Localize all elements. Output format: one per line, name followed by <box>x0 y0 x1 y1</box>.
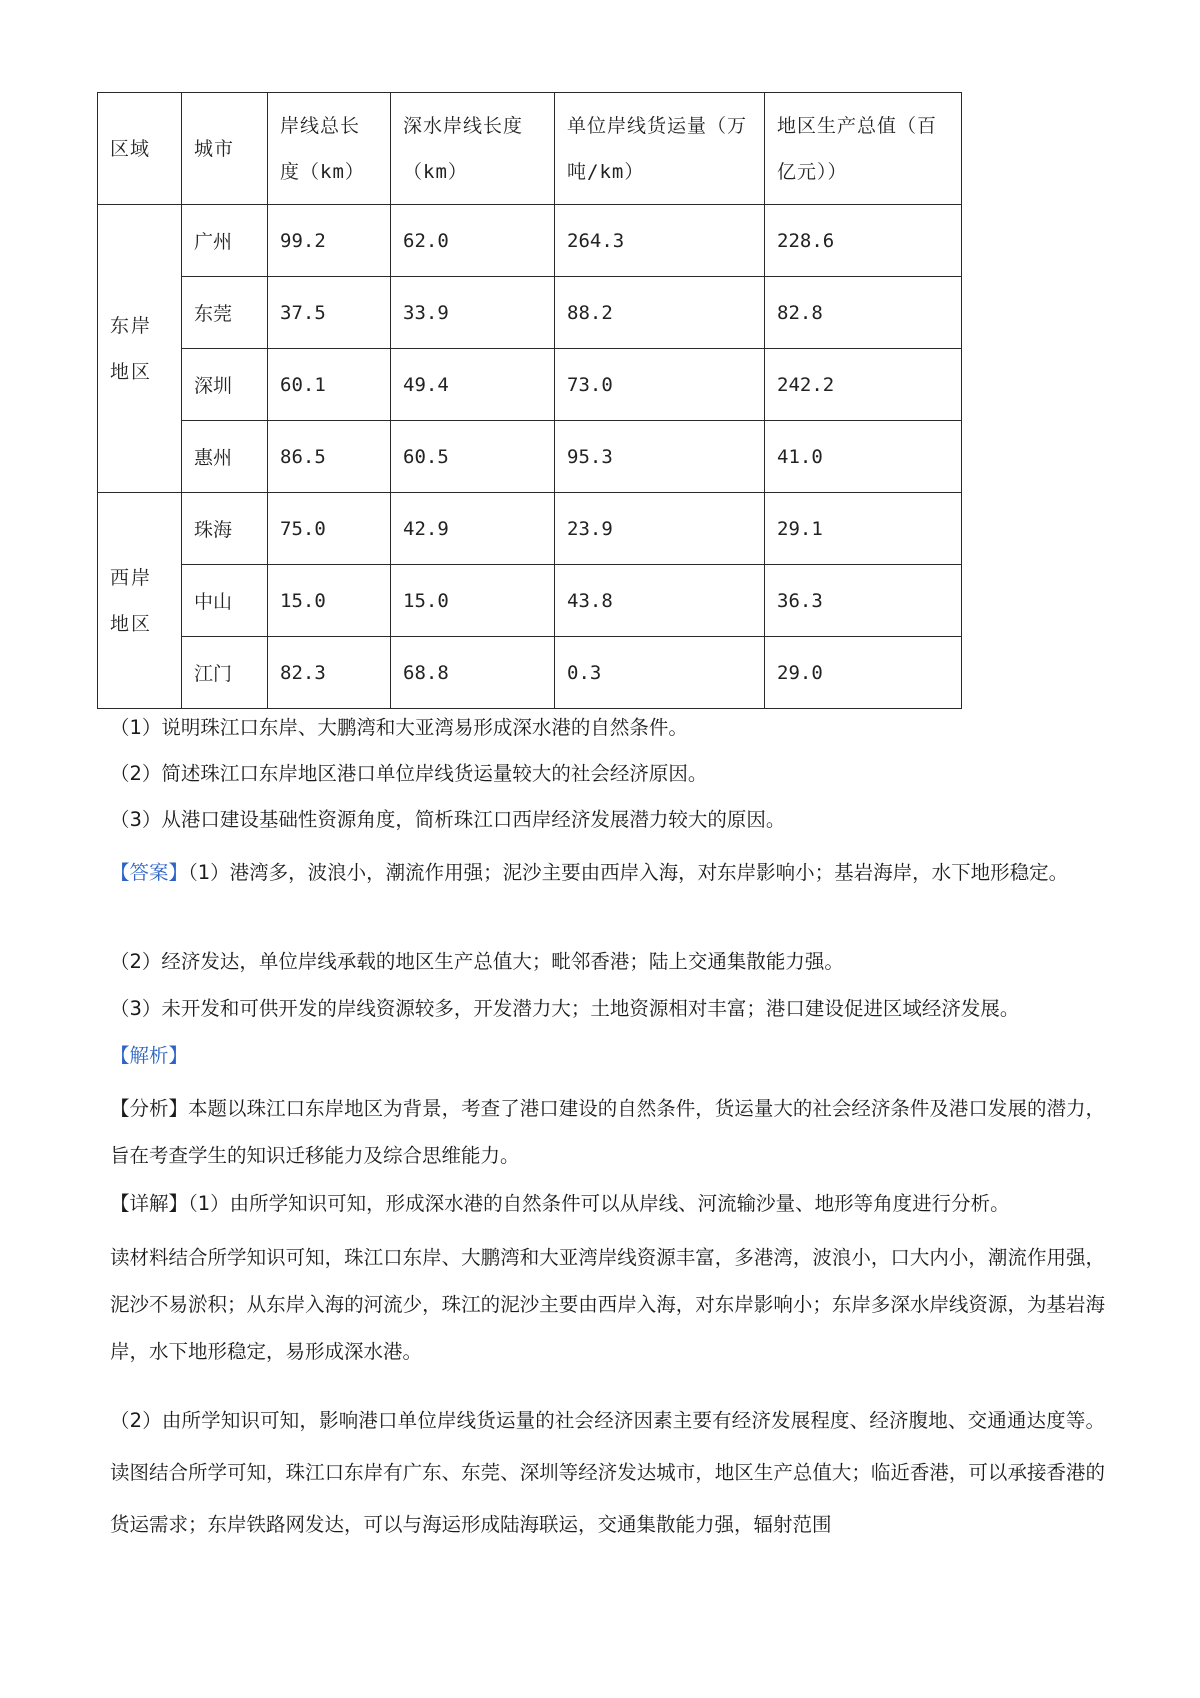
cell-total: 37.5 <box>268 277 391 349</box>
cell-cargo: 95.3 <box>555 421 765 493</box>
cell-total: 99.2 <box>268 205 391 277</box>
cell-cargo: 43.8 <box>555 565 765 637</box>
question-1: （1）说明珠江口东岸、大鹏湾和大亚湾易形成深水港的自然条件。 <box>110 716 688 739</box>
header-deep-length: 深水岸线长度（km） <box>391 93 555 205</box>
cell-cargo: 88.2 <box>555 277 765 349</box>
header-region: 区域 <box>98 93 182 205</box>
cell-deep: 60.5 <box>391 421 555 493</box>
answer-1-text: （1）港湾多，波浪小，潮流作用强；泥沙主要由西岸入海，对东岸影响小；基岩海岸，水下地形稳定。 <box>188 861 1069 884</box>
cell-gdp: 41.0 <box>765 421 962 493</box>
cell-deep: 68.8 <box>391 637 555 709</box>
table-header-row <box>98 93 962 205</box>
cell-deep: 33.9 <box>391 277 555 349</box>
port-data-table <box>97 92 962 709</box>
cell-cargo: 23.9 <box>555 493 765 565</box>
region-west: 西岸地区 <box>98 493 182 709</box>
answer-label: 【答案】 <box>110 861 189 884</box>
header-city: 城市 <box>182 93 268 205</box>
detail-1-intro: 【详解】（1）由所学知识可知，形成深水港的自然条件可以从岸线、河流输沙量、地形等角度进行分析。 <box>110 1192 1010 1215</box>
table-row <box>98 349 962 421</box>
table-row <box>98 277 962 349</box>
cell-gdp: 29.0 <box>765 637 962 709</box>
cell-city: 广州 <box>182 205 268 277</box>
cell-total: 82.3 <box>268 637 391 709</box>
answer-2: （2）经济发达，单位岸线承载的地区生产总值大；毗邻香港；陆上交通集散能力强。 <box>110 950 844 973</box>
cell-gdp: 36.3 <box>765 565 962 637</box>
cell-city: 东莞 <box>182 277 268 349</box>
table-row <box>98 637 962 709</box>
question-2: （2）简述珠江口东岸地区港口单位岸线货运量较大的社会经济原因。 <box>110 762 708 785</box>
table-row <box>98 493 962 565</box>
cell-city: 中山 <box>182 565 268 637</box>
region-east: 东岸地区 <box>98 205 182 493</box>
cell-total: 75.0 <box>268 493 391 565</box>
detail-1-body: 读材料结合所学知识可知，珠江口东岸、大鹏湾和大亚湾岸线资源丰富，多港湾，波浪小，口大内小，潮流作用强，泥沙不易淤积；从东岸入海的河流少，珠江的泥沙主要由西岸入海，对东岸影响小；东岸多深水岸线资源，为基岩海岸，水下地形稳定，易形成深水港。 <box>110 1246 1105 1363</box>
cell-gdp: 228.6 <box>765 205 962 277</box>
cell-gdp: 29.1 <box>765 493 962 565</box>
table-row <box>98 205 962 277</box>
answer-3: （3）未开发和可供开发的岸线资源较多，开发潜力大；土地资源相对丰富；港口建设促进区域经济发展。 <box>110 997 1020 1020</box>
detail-2: （2）由所学知识可知，影响港口单位岸线货运量的社会经济因素主要有经济发展程度、经济腹地、交通通达度等。读图结合所学可知，珠江口东岸有广东、东莞、深圳等经济发达城市，地区生产总值大；临近香港，可以承接香港的货运需求；东岸铁路网发达，可以与海运形成陆海联运，交通集散能力强，辐射范围 <box>110 1409 1105 1536</box>
cell-deep: 15.0 <box>391 565 555 637</box>
cell-cargo: 0.3 <box>555 637 765 709</box>
cell-cargo: 264.3 <box>555 205 765 277</box>
analysis-label: 【解析】 <box>110 1044 189 1067</box>
cell-total: 60.1 <box>268 349 391 421</box>
cell-total: 15.0 <box>268 565 391 637</box>
cell-deep: 49.4 <box>391 349 555 421</box>
cell-cargo: 73.0 <box>555 349 765 421</box>
cell-gdp: 82.8 <box>765 277 962 349</box>
cell-gdp: 242.2 <box>765 349 962 421</box>
header-gdp: 地区生产总值（百亿元）） <box>765 93 962 205</box>
header-cargo-per-km: 单位岸线货运量（万吨/km） <box>555 93 765 205</box>
question-3: （3）从港口建设基础性资源角度，简析珠江口西岸经济发展潜力较大的原因。 <box>110 808 786 831</box>
answer-1 <box>110 850 1105 895</box>
cell-city: 珠海 <box>182 493 268 565</box>
table-row <box>98 421 962 493</box>
cell-city: 惠州 <box>182 421 268 493</box>
cell-total: 86.5 <box>268 421 391 493</box>
cell-city: 深圳 <box>182 349 268 421</box>
cell-city: 江门 <box>182 637 268 709</box>
cell-deep: 62.0 <box>391 205 555 277</box>
header-total-length: 岸线总长度（km） <box>268 93 391 205</box>
table-row <box>98 565 962 637</box>
cell-deep: 42.9 <box>391 493 555 565</box>
analysis-summary: 【分析】本题以珠江口东岸地区为背景，考查了港口建设的自然条件，货运量大的社会经济条件及港口发展的潜力，旨在考查学生的知识迁移能力及综合思维能力。 <box>110 1097 1105 1167</box>
